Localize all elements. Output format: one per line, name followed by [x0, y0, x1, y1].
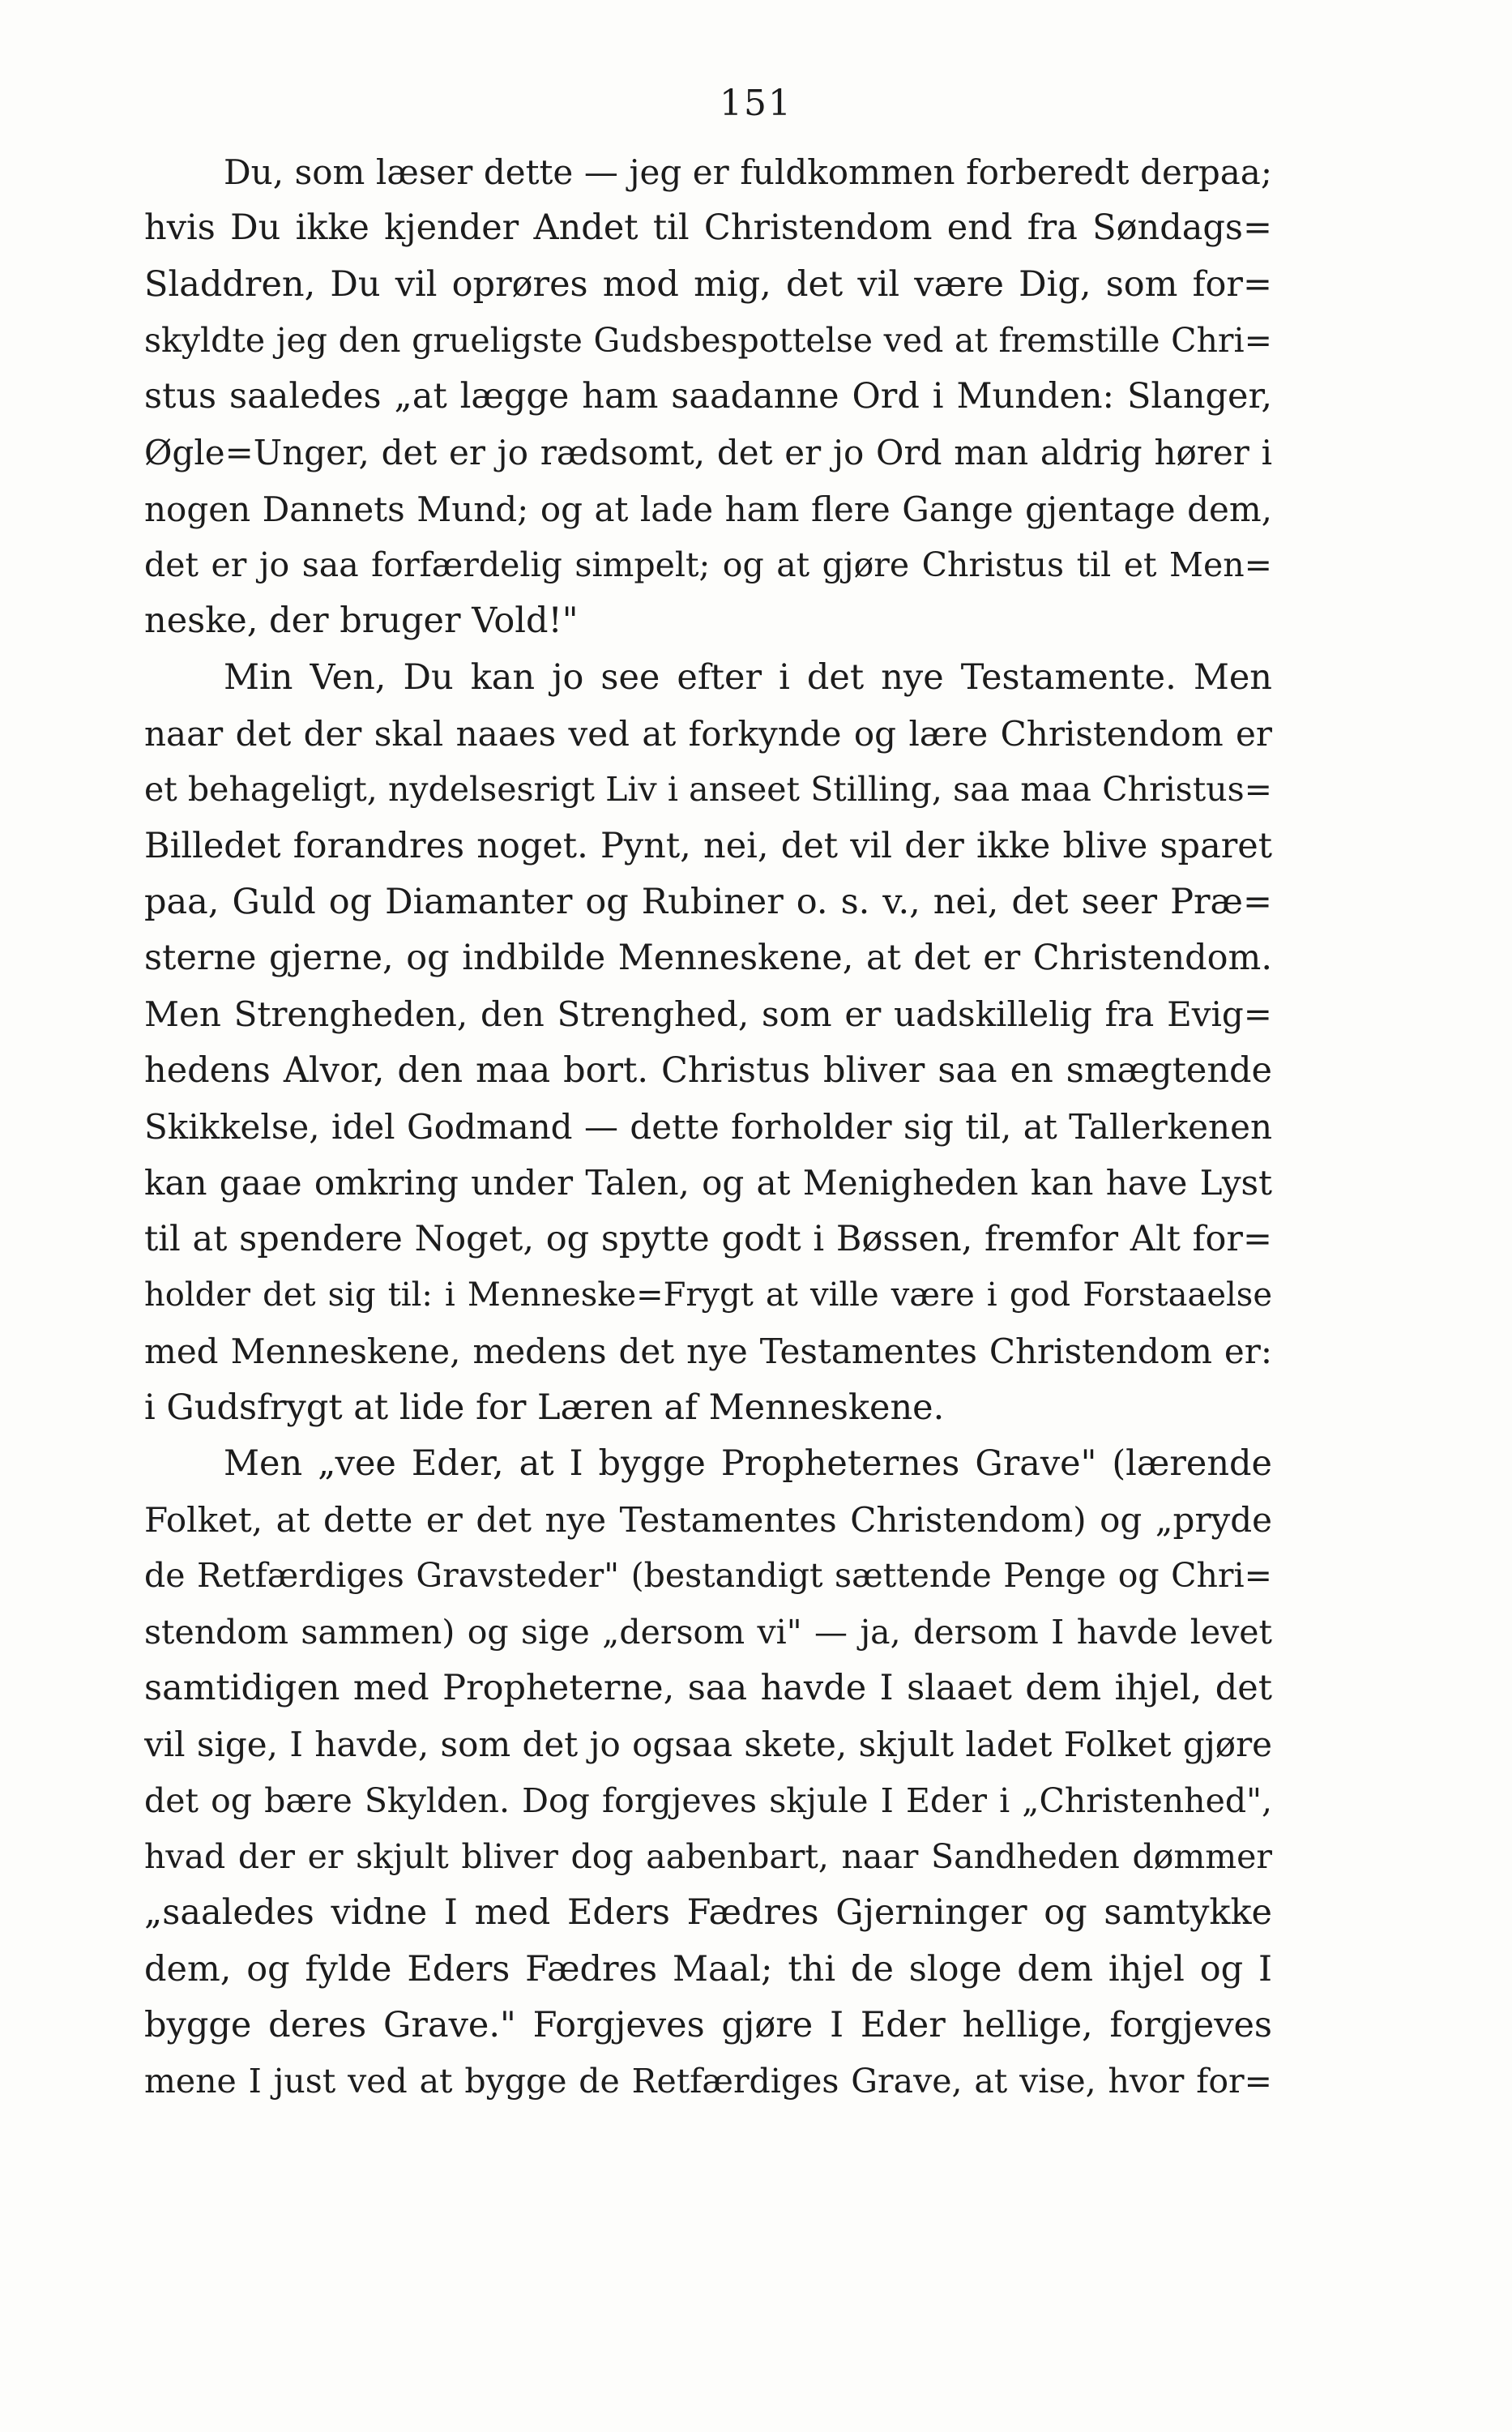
text-line: stus saaledes „at lægge ham saadanne Ord i Munden: Slanger, [144, 376, 1272, 417]
text-line: „saaledes vidne I med Eders Fædres Gjerninger og samtykke [144, 1892, 1272, 1934]
text-line: Sladdren, Du vil oprøres mod mig, det vil være Dig, som for= [144, 263, 1272, 305]
text-line: i Gudsfrygt at lide for Læren af Menneskene. [144, 1387, 945, 1428]
text-line: samtidigen med Propheterne, saa havde I slaaet dem ihjel, det [144, 1668, 1272, 1709]
text-line: med Menneskene, medens det nye Testamentes Christendom er: [144, 1331, 1272, 1372]
text-line: hedens Alvor, den maa bort. Christus bliver saa en smægtende [144, 1049, 1272, 1091]
text-line: bygge deres Grave." Forgjeves gjøre I Eder hellige, forgjeves [144, 2004, 1272, 2045]
body-text [144, 144, 1272, 2109]
text-line: Men „vee Eder, at I bygge Propheternes Grave" (lærende [224, 1443, 1272, 1484]
text-line: Du, som læser dette — jeg er fuldkommen forberedt derpaa; [224, 152, 1272, 192]
text-line: skyldte jeg den grueligste Gudsbespottelse ved at fremstille Chri= [144, 320, 1272, 360]
text-line: dem, og fylde Eders Fædres Maal; thi de sloge dem ihjel og I [144, 1948, 1272, 1990]
text-line: nogen Dannets Mund; og at lade ham flere Gange gjentage dem, [144, 489, 1272, 529]
text-line: Skikkelse, idel Godmand — dette forholder sig til, at Tallerkenen [144, 1107, 1272, 1148]
page-number: 151 [720, 83, 792, 124]
text-line: neske, der bruger Vold!" [144, 601, 579, 642]
text-line: et behageligt, nydelsesrigt Liv i anseet Stilling, saa maa Christus= [144, 770, 1272, 810]
text-line: paa, Guld og Diamanter og Rubiner o. s. v., nei, det seer Præ= [144, 881, 1272, 922]
text-line: sterne gjerne, og indbilde Menneskene, at det er Christendom. [144, 938, 1272, 979]
text-line: naar det der skal naaes ved at forkynde og lære Christendom er [144, 713, 1272, 754]
text-line: det og bære Skylden. Dog forgjeves skjule I Eder i „Christenhed", [144, 1780, 1272, 1820]
text-line: vil sige, I havde, som det jo ogsaa skete, skjult ladet Folket gjøre [144, 1725, 1272, 1765]
text-line: til at spendere Noget, og spytte godt i Bøssen, fremfor Alt for= [144, 1218, 1272, 1259]
text-line: Øgle=Unger, det er jo rædsomt, det er jo Ord man aldrig hører i [144, 433, 1272, 473]
text-line: hvis Du ikke kjender Andet til Christendom end fra Søndags= [144, 207, 1272, 249]
text-line: Men Strengheden, den Strenghed, som er uadskillelig fra Evig= [144, 994, 1272, 1035]
text-line: stendom sammen) og sige „dersom vi" — ja, dersom I havde levet [144, 1612, 1272, 1652]
text-line: det er jo saa forfærdelig simpelt; og at gjøre Christus til et Men= [144, 545, 1272, 585]
text-line: holder det sig til: i Menneske=Frygt at ville være i god Forstaaelse [144, 1276, 1272, 1314]
text-line: Folket, at dette er det nye Testamentes Christendom) og „pryde [144, 1500, 1272, 1541]
text-line: hvad der er skjult bliver dog aabenbart, naar Sandheden dømmer [144, 1836, 1272, 1876]
text-line: kan gaae omkring under Talen, og at Menigheden kan have Lyst [144, 1163, 1272, 1203]
text-line: mene I just ved at bygge de Retfærdiges Grave, at vise, hvor for= [144, 2062, 1272, 2101]
text-line: Billedet forandres noget. Pynt, nei, det vil der ikke blive sparet [144, 825, 1272, 866]
text-line: Min Ven, Du kan jo see efter i det nye Testamente. Men [224, 656, 1272, 698]
text-line: de Retfærdiges Gravsteder" (bestandigt sættende Penge og Chri= [144, 1556, 1272, 1596]
